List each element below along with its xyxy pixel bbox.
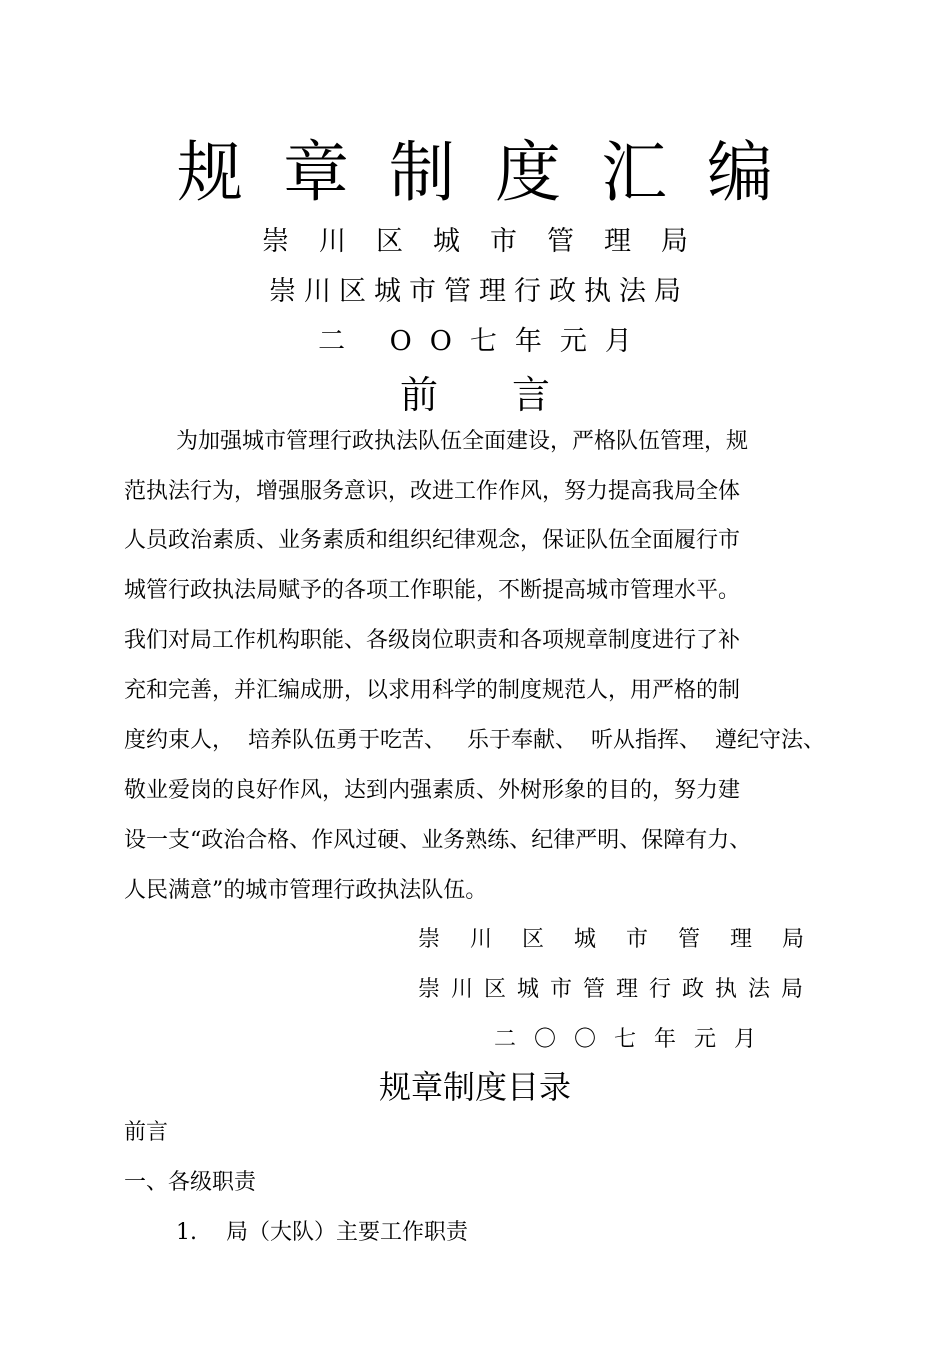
preface-line: 范执法行为，增强服务意识，改进工作作风，努力提高我局全体 bbox=[124, 479, 741, 504]
preface-line: 我们对局工作机构职能、各级岗位职责和各项规章制度进行了补 bbox=[124, 628, 741, 653]
issuing-org-1: 崇川区城市管理局 bbox=[262, 226, 718, 257]
issuing-org-2: 崇川区城市管理行政执法局 bbox=[269, 276, 689, 307]
signature-org-2: 崇川区城市管理行政执法局 bbox=[418, 977, 815, 1002]
toc-title: 规章制度目录 bbox=[378, 1068, 571, 1106]
preface-line: 为加强城市管理行政执法队伍全面建设，严格队伍管理，规 bbox=[176, 429, 749, 454]
preface-line: 设一支“政治合格、作风过硬、业务熟练、纪律严明、保障有力、 bbox=[124, 828, 752, 853]
preface-line: 度约束人， 培养队伍勇于吃苦、 乐于奉献、 听从指挥、 遵纪守法、 bbox=[124, 728, 825, 753]
document-title: 规章制度汇编 bbox=[177, 134, 813, 211]
preface-line: 人民满意”的城市管理行政执法队伍。 bbox=[124, 878, 488, 903]
toc-item: 一、各级职责 bbox=[124, 1170, 257, 1195]
signature-date: 二〇〇七年元月 bbox=[494, 1027, 775, 1052]
preface-line: 充和完善，并汇编成册，以求用科学的制度规范人，用严格的制 bbox=[124, 678, 741, 703]
toc-item: 局（大队）主要工作职责 bbox=[226, 1220, 469, 1245]
cover-date: 二 OO七年元月 bbox=[318, 326, 650, 357]
preface-line: 人员政治素质、业务素质和组织纪律观念，保证队伍全面履行市 bbox=[124, 528, 741, 553]
preface-title: 前言 bbox=[399, 373, 624, 417]
preface-line: 城管行政执法局赋予的各项工作职能，不断提高城市管理水平。 bbox=[124, 578, 741, 603]
toc-item-number: 1. bbox=[176, 1220, 197, 1245]
preface-line: 敬业爱岗的良好作风，达到内强素质、外树形象的目的，努力建 bbox=[124, 778, 741, 803]
toc-item: 前言 bbox=[124, 1120, 169, 1145]
signature-org-1: 崇川区城市管理局 bbox=[418, 927, 835, 952]
